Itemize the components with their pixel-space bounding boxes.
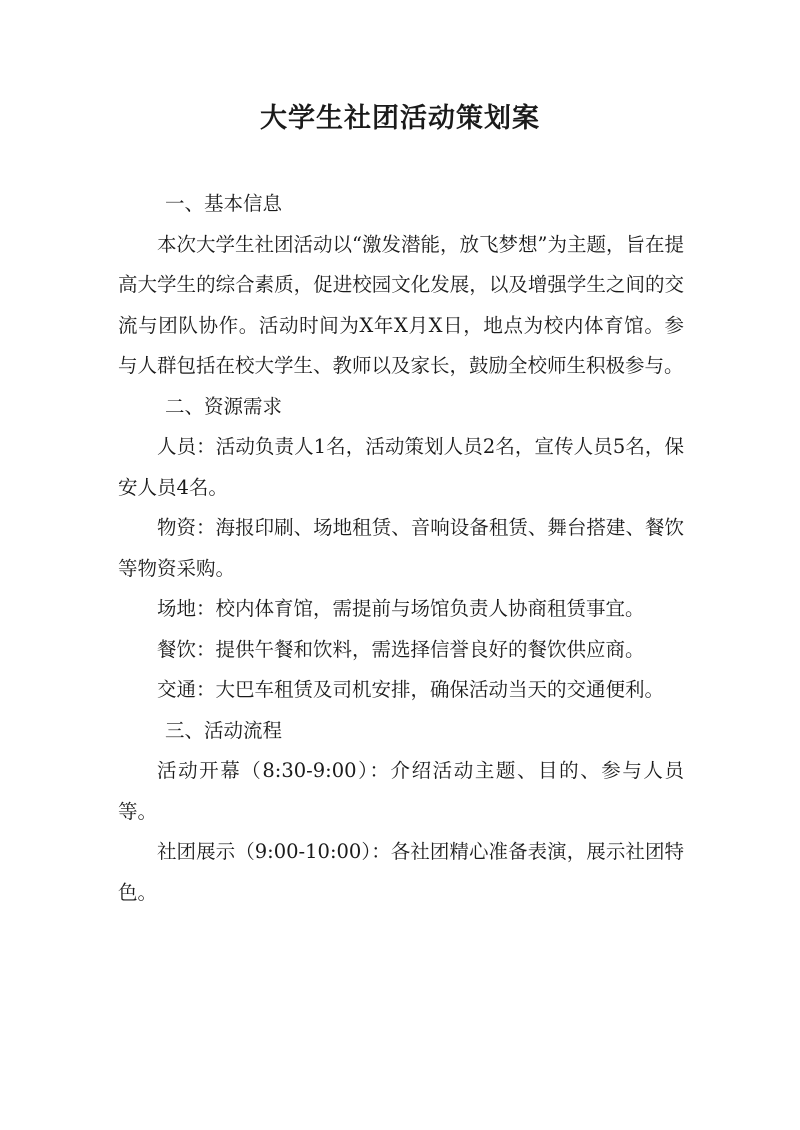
paragraph-materials: 物资：海报印刷、场地租赁、音响设备租赁、舞台搭建、餐饮等物资采购。 [118,516,684,580]
document-title: 大学生社团活动策划案 [260,103,540,134]
section-heading-process: 三、活动流程 [165,718,283,742]
paragraph-personnel: 人员：活动负责人1名，活动策划人员2名，宣传人员5名，保安人员4名。 [118,435,684,499]
paragraph-catering: 餐饮：提供午餐和饮料，需选择信誉良好的餐饮供应商。 [157,637,645,661]
paragraph-transport: 交通：大巴车租赁及司机安排，确保活动当天的交通便利。 [157,678,665,701]
paragraph-venue: 场地：校内体育馆，需提前与场馆负责人协商租赁事宜。 [157,597,645,620]
section-heading-resources: 二、资源需求 [165,394,283,418]
document-body [118,184,684,913]
section-heading-basic-info: 一、基本信息 [165,192,283,215]
paragraph-basic-info: 本次大学生社团活动以“激发潜能，放飞梦想”为主题，旨在提高大学生的综合素质，促进校园文化发展，以及增强学生之间的交流与团队协作。活动时间为X年X月X日，地点为校内体育馆。参与人群包括在校大学生、教师以及家长，鼓励全校师生积极参与。 [118,232,684,377]
paragraph-opening: 活动开幕（8:30-9:00）：介绍活动主题、目的、参与人员等。 [118,759,684,823]
paragraph-club-showcase: 社团展示（9:00-10:00）：各社团精心准备表演，展示社团特色。 [118,840,684,904]
